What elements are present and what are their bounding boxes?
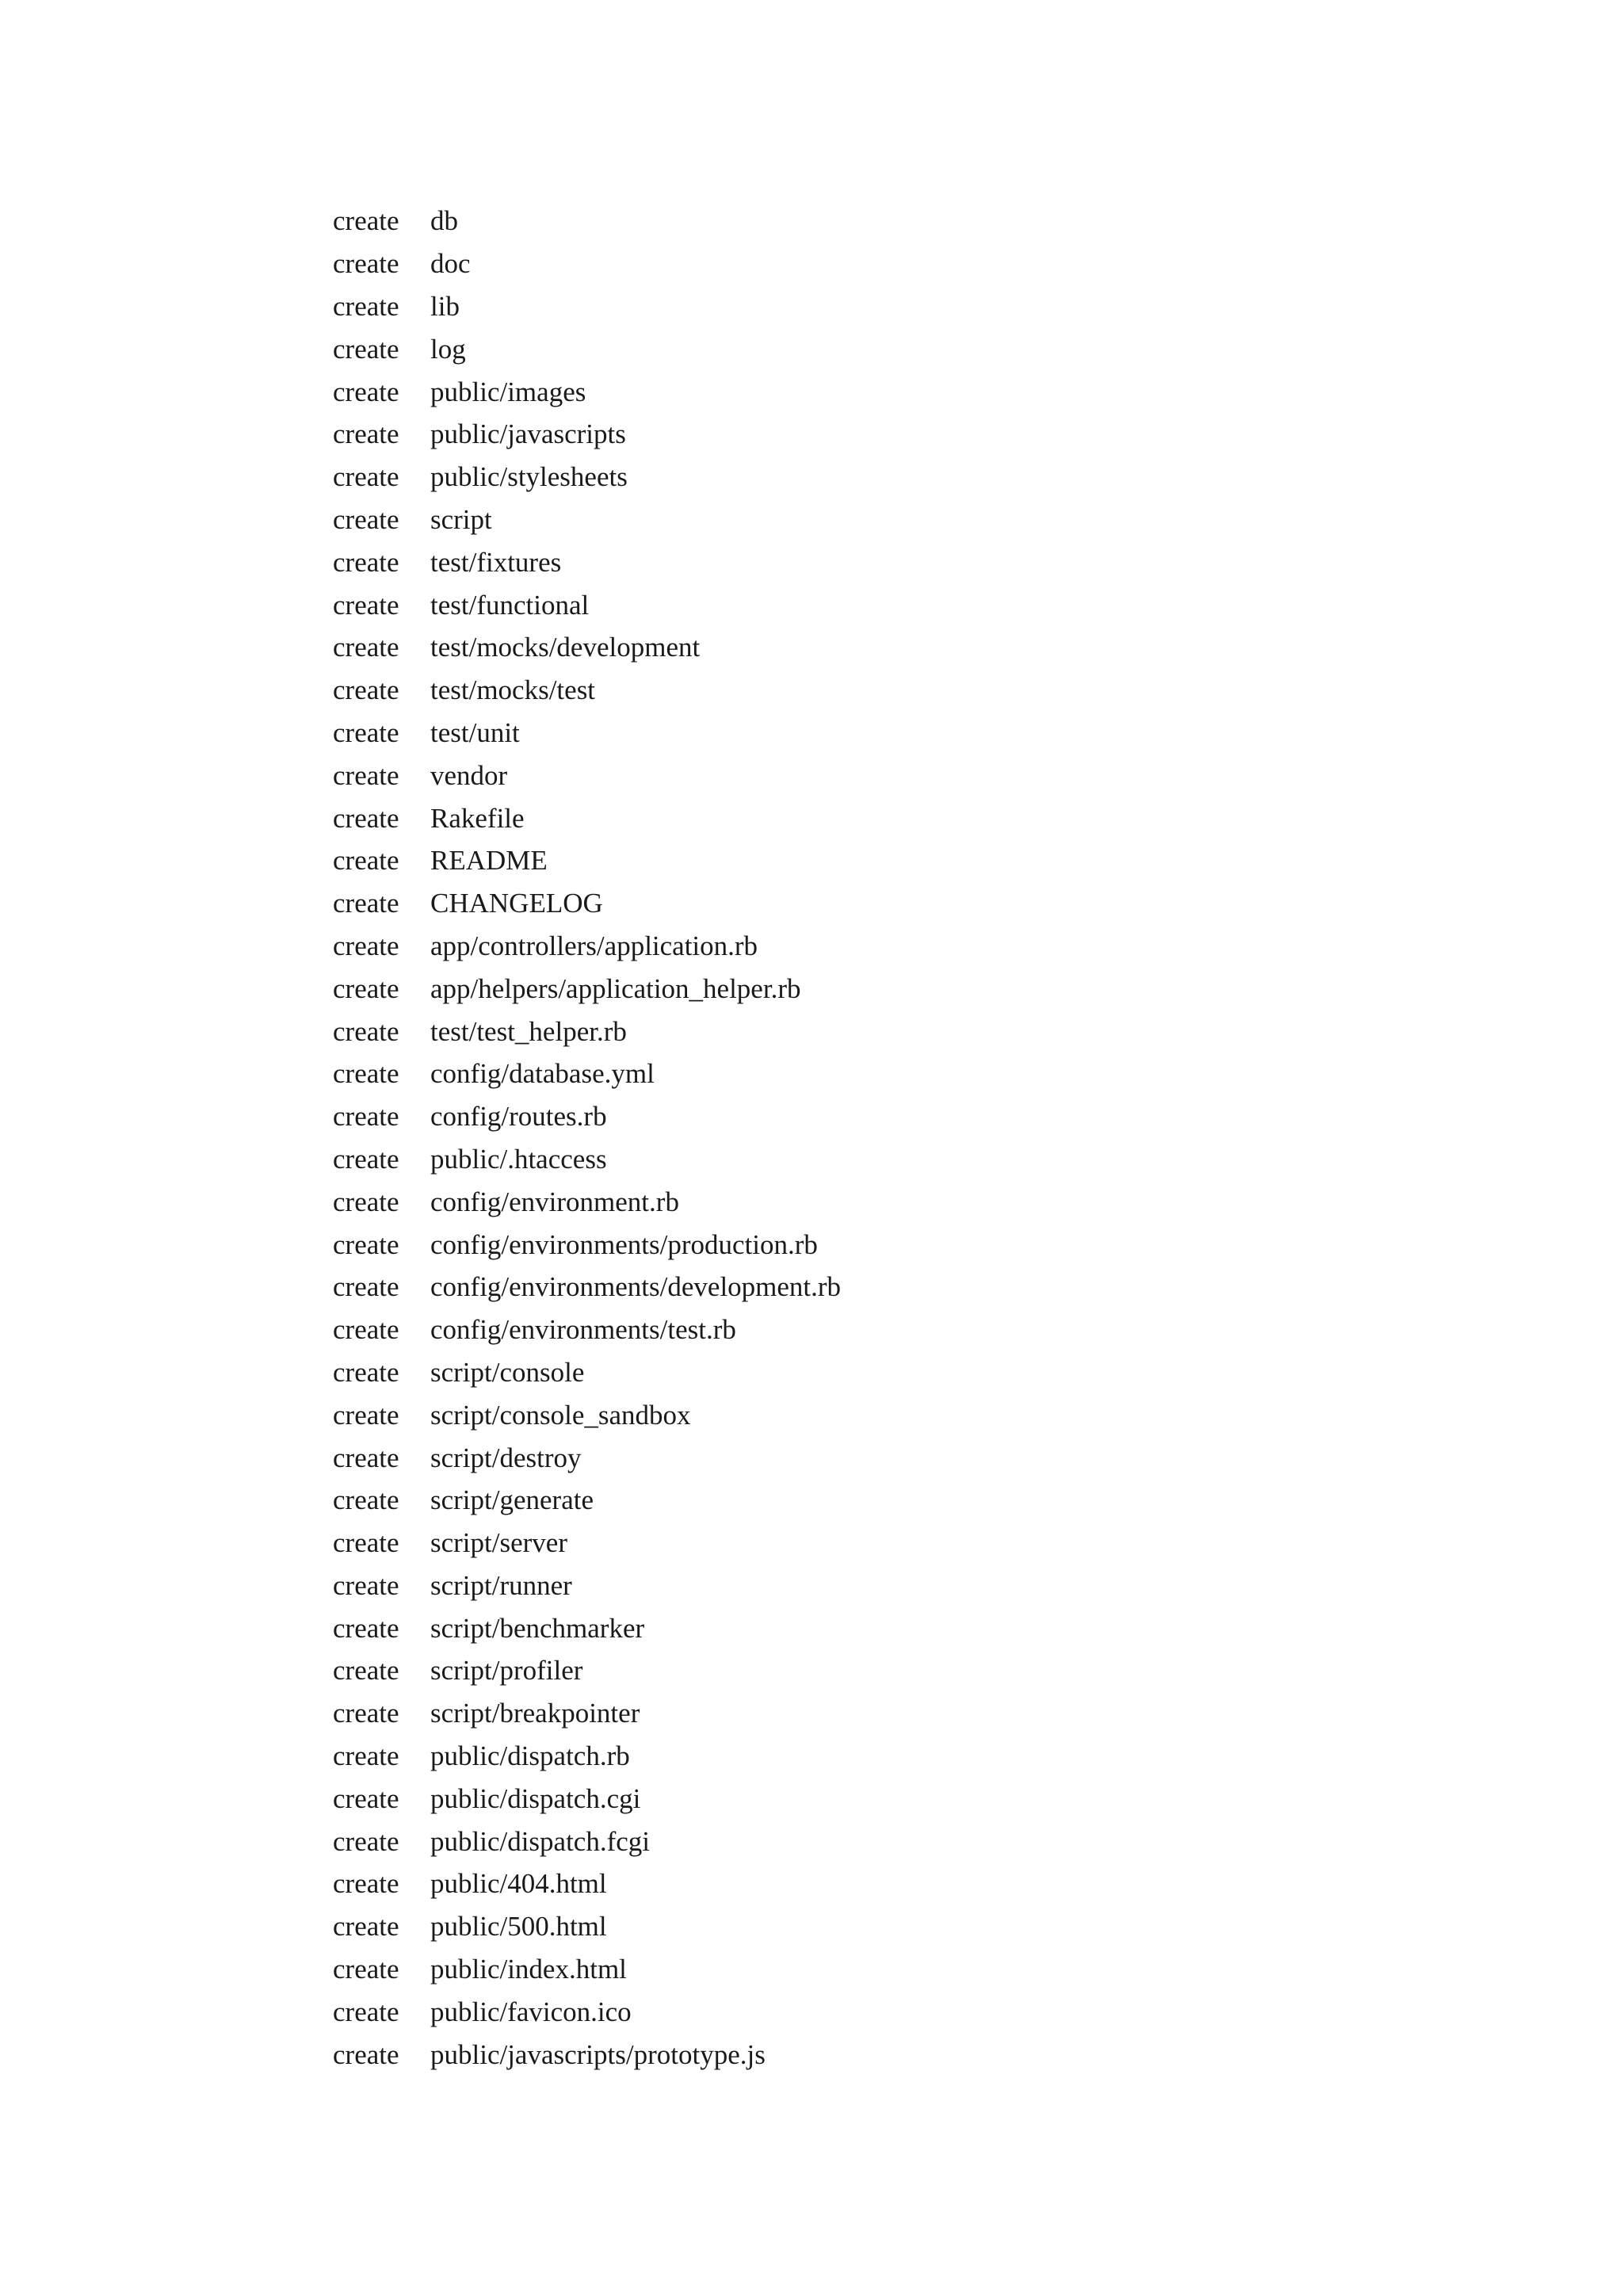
output-line [333,1649,841,1692]
file-path: test/fixtures [430,546,562,578]
file-path: script/generate [430,1484,594,1516]
file-path: README [430,845,548,877]
file-path: config/environment.rb [430,1186,679,1217]
output-line [333,200,841,243]
output-line [333,583,841,626]
file-path: public/stylesheets [430,461,628,493]
output-line [333,1052,841,1095]
file-path: script/console_sandbox [430,1399,691,1431]
output-line [333,797,841,839]
output-line [333,967,841,1010]
action-label: create [333,2038,399,2070]
output-line [333,2033,841,2076]
output-line [333,541,841,583]
action-label: create [333,1569,399,1601]
output-line [333,1351,841,1394]
file-path: CHANGELOG [430,888,603,919]
action-label: create [333,1058,399,1090]
file-path: public/.htaccess [430,1143,607,1175]
output-line [333,1180,841,1223]
file-path: config/database.yml [430,1058,655,1090]
action-label: create [333,503,399,535]
action-label: create [333,1399,399,1431]
output-line [333,1905,841,1948]
output-line [333,925,841,968]
action-label: create [333,632,399,663]
output-line [333,370,841,413]
file-path: public/images [430,376,586,407]
output-line [333,1606,841,1649]
output-line [333,1990,841,2033]
action-label: create [333,1271,399,1303]
action-label: create [333,759,399,791]
action-label: create [333,333,399,365]
output-line [333,839,841,882]
action-label: create [333,1143,399,1175]
output-line [333,1393,841,1436]
output-line [333,1735,841,1778]
output-line [333,1820,841,1862]
output-line [333,499,841,541]
file-path: script/benchmarker [430,1612,645,1644]
output-line [333,1010,841,1052]
action-label: create [333,290,399,322]
action-label: create [333,248,399,280]
file-path: script/profiler [430,1655,583,1687]
file-path: config/environments/production.rb [430,1228,818,1260]
action-label: create [333,888,399,919]
action-label: create [333,1996,399,2027]
file-path: script/server [430,1527,567,1559]
action-label: create [333,1698,399,1729]
file-path: lib [430,290,460,322]
output-line [333,243,841,285]
action-label: create [333,1314,399,1346]
action-label: create [333,1442,399,1473]
output-line [333,1522,841,1564]
action-label: create [333,845,399,877]
output-line [333,1479,841,1522]
file-path: app/helpers/application_helper.rb [430,972,801,1004]
action-label: create [333,1015,399,1047]
output-line [333,1266,841,1308]
action-label: create [333,1740,399,1772]
action-label: create [333,1484,399,1516]
action-label: create [333,589,399,621]
action-label: create [333,930,399,961]
action-label: create [333,1228,399,1260]
file-path: script/console [430,1356,585,1388]
file-path: vendor [430,759,508,791]
file-path: test/functional [430,589,590,621]
output-line [333,456,841,499]
file-path: public/favicon.ico [430,1996,632,2027]
file-path: config/routes.rb [430,1101,607,1133]
action-label: create [333,972,399,1004]
output-line [333,626,841,669]
output-line [333,1436,841,1479]
file-path: public/javascripts/prototype.js [430,2038,766,2070]
output-line [333,285,841,328]
file-path: config/environments/test.rb [430,1314,736,1346]
file-path: script/destroy [430,1442,582,1473]
output-line [333,754,841,797]
output-line [333,1692,841,1735]
output-line [333,1223,841,1266]
output-line [333,712,841,755]
file-path: Rakefile [430,802,525,834]
file-path: test/mocks/test [430,674,596,706]
output-line [333,327,841,370]
output-line [333,1862,841,1905]
action-label: create [333,1825,399,1857]
action-label: create [333,1954,399,1985]
output-line [333,1308,841,1351]
generator-output-list [333,200,841,2076]
action-label: create [333,1527,399,1559]
action-label: create [333,1911,399,1943]
action-label: create [333,546,399,578]
file-path: public/javascripts [430,418,626,450]
output-line [333,1777,841,1820]
action-label: create [333,1356,399,1388]
action-label: create [333,1612,399,1644]
file-path: public/404.html [430,1868,607,1900]
file-path: script/runner [430,1569,572,1601]
action-label: create [333,205,399,237]
file-path: test/mocks/development [430,632,701,663]
output-line [333,1948,841,1991]
action-label: create [333,802,399,834]
file-path: public/dispatch.cgi [430,1782,641,1814]
action-label: create [333,1782,399,1814]
file-path: script [430,503,492,535]
file-path: doc [430,248,471,280]
file-path: script/breakpointer [430,1698,640,1729]
file-path: config/environments/development.rb [430,1271,842,1303]
file-path: log [430,333,466,365]
output-line [333,1564,841,1607]
action-label: create [333,1101,399,1133]
file-path: public/500.html [430,1911,607,1943]
action-label: create [333,1186,399,1217]
file-path: test/unit [430,716,520,748]
file-path: public/index.html [430,1954,627,1985]
file-path: app/controllers/application.rb [430,930,758,961]
output-line [333,1095,841,1138]
output-line [333,1138,841,1181]
file-path: public/dispatch.fcgi [430,1825,651,1857]
action-label: create [333,461,399,493]
action-label: create [333,376,399,407]
action-label: create [333,674,399,706]
file-path: db [430,205,458,237]
output-line [333,882,841,925]
action-label: create [333,1868,399,1900]
action-label: create [333,1655,399,1687]
action-label: create [333,716,399,748]
file-path: test/test_helper.rb [430,1015,627,1047]
file-path: public/dispatch.rb [430,1740,630,1772]
action-label: create [333,418,399,450]
output-line [333,413,841,456]
output-line [333,669,841,712]
